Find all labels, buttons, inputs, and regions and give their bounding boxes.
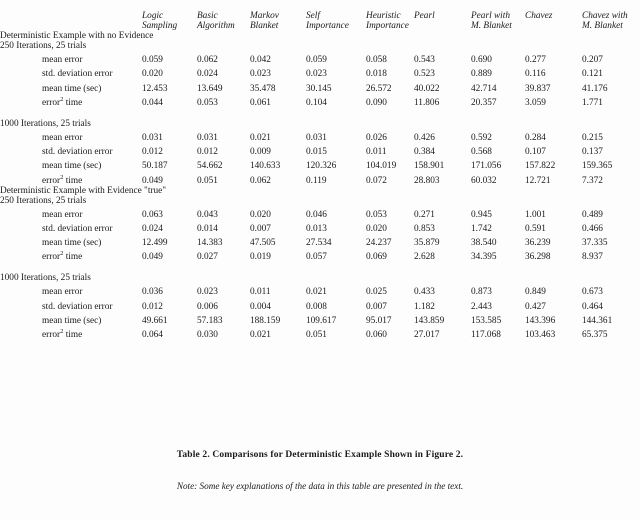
cell-value: 0.015 xyxy=(306,147,327,158)
cell-value: 0.023 xyxy=(197,287,218,298)
cell-value: 28.803 xyxy=(414,175,440,186)
column-header-line1: Chavez with xyxy=(582,11,628,21)
cell-value: 0.489 xyxy=(582,209,603,220)
cell-value: 0.018 xyxy=(366,69,387,80)
cell-value: 0.012 xyxy=(142,147,163,158)
cell-value: 0.053 xyxy=(366,209,387,220)
cell-value: 0.384 xyxy=(414,147,435,158)
cell-value: 0.069 xyxy=(366,252,387,263)
column-header-line1: Heuristic xyxy=(366,11,401,21)
cell-value: 0.568 xyxy=(471,147,492,158)
column-header-1 xyxy=(142,11,197,31)
cell-value: 36.239 xyxy=(525,238,551,249)
cell-value: 0.051 xyxy=(306,330,327,340)
cell-value: 0.011 xyxy=(366,147,387,158)
column-header-9 xyxy=(582,11,640,31)
cell-value: 0.021 xyxy=(306,287,327,298)
table-row xyxy=(0,312,640,326)
cell-value: 24.237 xyxy=(366,238,392,249)
cell-value: 0.591 xyxy=(525,223,546,234)
cell-value: 0.021 xyxy=(250,330,271,340)
cell-value: 158.901 xyxy=(414,161,445,172)
cell-value: 171.056 xyxy=(471,161,502,172)
cell-value: 0.063 xyxy=(142,209,163,220)
cell-value: 0.004 xyxy=(250,301,271,312)
cell-value: 0.058 xyxy=(366,55,387,66)
cell-value: 0.271 xyxy=(414,209,435,220)
row-label-mean_time: mean time (sec) xyxy=(42,83,102,94)
note-text: Some key explanations of the data in this table are presented in the text. xyxy=(197,481,464,491)
superscript-two: 2 xyxy=(60,250,64,258)
cell-value: 0.427 xyxy=(525,301,546,312)
subsection-title: 250 Iterations, 25 trials xyxy=(0,41,87,51)
cell-value: 0.036 xyxy=(142,287,163,298)
cell-value: 0.277 xyxy=(525,55,546,66)
column-header-line1: Markov xyxy=(250,11,279,21)
cell-value: 8.937 xyxy=(582,252,603,263)
row-label-error_sq_time xyxy=(0,248,142,262)
column-header-8 xyxy=(525,11,582,31)
note-label: Note: xyxy=(176,481,198,491)
cell-value: 54.662 xyxy=(197,161,223,172)
row-label-mean_time: mean time (sec) xyxy=(42,238,102,249)
superscript-two: 2 xyxy=(60,95,64,103)
cell-value: 1.742 xyxy=(471,223,492,234)
row-label-prefix: error xyxy=(42,252,61,263)
cell-value: 144.361 xyxy=(582,315,613,326)
table-row xyxy=(0,171,640,185)
superscript-two: 2 xyxy=(60,173,64,181)
cell-value: 0.023 xyxy=(250,69,271,80)
cell-value: 0.014 xyxy=(197,223,218,234)
row-label-error_sq_time xyxy=(0,171,142,185)
cell-value: 27.017 xyxy=(414,330,440,340)
table-note xyxy=(0,481,640,491)
subsection-gap xyxy=(0,108,640,119)
column-header-6 xyxy=(414,11,471,31)
cell-value: 11.806 xyxy=(414,97,440,108)
cell-value: 0.873 xyxy=(471,287,492,298)
cell-value: 0.064 xyxy=(142,330,163,340)
table-row xyxy=(0,206,640,220)
cell-value: 143.396 xyxy=(525,315,556,326)
cell-value: 0.119 xyxy=(306,175,327,186)
column-header-line2: M. Blanket xyxy=(471,21,512,31)
cell-value: 0.051 xyxy=(197,175,218,186)
section-title-row xyxy=(0,31,640,41)
cell-value: 0.019 xyxy=(250,252,271,263)
table-row xyxy=(0,79,640,93)
column-header-4 xyxy=(306,11,366,31)
section-title-row xyxy=(0,186,640,196)
table-row xyxy=(0,157,640,171)
cell-value: 0.466 xyxy=(582,223,603,234)
superscript-two: 2 xyxy=(60,327,64,335)
cell-value: 49.661 xyxy=(142,315,168,326)
column-header-line2: Blanket xyxy=(250,21,279,31)
cell-value: 104.019 xyxy=(366,161,397,172)
table-row xyxy=(0,326,640,340)
cell-value: 0.072 xyxy=(366,175,387,186)
table-row xyxy=(0,220,640,234)
cell-value: 36.298 xyxy=(525,252,551,263)
cell-value: 39.837 xyxy=(525,83,551,94)
cell-value: 0.061 xyxy=(250,97,271,108)
cell-value: 0.426 xyxy=(414,132,435,143)
section-title: Deterministic Example with no Evidence xyxy=(0,31,154,41)
table-header-row xyxy=(0,11,640,31)
cell-value: 30.145 xyxy=(306,83,332,94)
cell-value: 50.187 xyxy=(142,161,168,172)
column-header-line1: Chavez xyxy=(525,11,553,21)
cell-value: 0.008 xyxy=(306,301,327,312)
cell-value: 0.031 xyxy=(306,132,327,143)
cell-value: 0.690 xyxy=(471,55,492,66)
table-row xyxy=(0,283,640,297)
table-row xyxy=(0,248,640,262)
cell-value: 0.046 xyxy=(306,209,327,220)
column-header-line1: Pearl with xyxy=(471,11,510,21)
cell-value: 0.059 xyxy=(306,55,327,66)
cell-value: 0.025 xyxy=(366,287,387,298)
cell-value: 0.137 xyxy=(582,147,603,158)
cell-value: 0.284 xyxy=(525,132,546,143)
cell-value: 0.057 xyxy=(306,252,327,263)
row-label-std_deviation_error: std. deviation error xyxy=(42,69,113,80)
cell-value: 0.007 xyxy=(366,301,387,312)
row-label-mean_error: mean error xyxy=(42,209,83,220)
cell-value: 0.592 xyxy=(471,132,492,143)
column-header-line1: Self xyxy=(306,11,320,21)
cell-value: 0.006 xyxy=(197,301,218,312)
cell-value: 117.068 xyxy=(471,330,501,340)
cell-value: 40.022 xyxy=(414,83,440,94)
cell-value: 0.044 xyxy=(142,97,163,108)
cell-value: 0.433 xyxy=(414,287,435,298)
cell-value: 0.059 xyxy=(142,55,163,66)
cell-value: 0.021 xyxy=(250,132,271,143)
cell-value: 0.012 xyxy=(142,301,163,312)
cell-value: 0.945 xyxy=(471,209,492,220)
header-corner-cell xyxy=(0,11,142,31)
cell-value: 0.007 xyxy=(250,223,271,234)
cell-value: 0.215 xyxy=(582,132,603,143)
row-label-mean_time: mean time (sec) xyxy=(42,315,102,326)
cell-value: 0.020 xyxy=(250,209,271,220)
table-caption: Table 2. Comparisons for Deterministic Example Shown in Figure 2. xyxy=(176,450,464,460)
cell-value: 57.183 xyxy=(197,315,223,326)
cell-value: 34.395 xyxy=(471,252,497,263)
subsection-title: 1000 Iterations, 25 trials xyxy=(0,273,91,284)
cell-value: 0.042 xyxy=(250,55,271,66)
cell-value: 0.009 xyxy=(250,147,271,158)
cell-value: 0.012 xyxy=(197,147,218,158)
cell-value: 0.024 xyxy=(142,223,163,234)
cell-value: 157.822 xyxy=(525,161,556,172)
cell-value: 0.026 xyxy=(366,132,387,143)
row-label-prefix: error xyxy=(42,330,61,340)
subsection-title-row xyxy=(0,41,640,51)
header-top-spacer xyxy=(0,0,640,11)
cell-value: 47.505 xyxy=(250,238,276,249)
cell-value: 20.357 xyxy=(471,97,497,108)
row-label-std_deviation_error: std. deviation error xyxy=(42,223,113,234)
subsection-title-row xyxy=(0,273,640,283)
cell-value: 188.159 xyxy=(250,315,281,326)
cell-value: 26.572 xyxy=(366,83,392,94)
cell-value: 41.176 xyxy=(582,83,608,94)
cell-value: 65.375 xyxy=(582,330,608,340)
cell-value: 0.673 xyxy=(582,287,603,298)
cell-value: 42.714 xyxy=(471,83,497,94)
cell-value: 0.023 xyxy=(306,69,327,80)
row-label-suffix: time xyxy=(63,175,83,186)
cell-value: 14.383 xyxy=(197,238,223,249)
cell-value: 103.463 xyxy=(525,330,556,340)
column-header-line2 xyxy=(414,21,471,31)
row-label-prefix: error xyxy=(42,97,61,108)
section-title: Deterministic Example with Evidence "true" xyxy=(0,185,167,196)
table-row xyxy=(0,234,640,248)
cell-value: 0.116 xyxy=(525,69,546,80)
cell-value: 12.721 xyxy=(525,175,551,186)
cell-value: 0.543 xyxy=(414,55,435,66)
column-header-line2: M. Blanket xyxy=(582,21,623,31)
cell-value: 0.849 xyxy=(525,287,546,298)
column-header-line2: Importance xyxy=(306,21,349,31)
row-label-mean_error: mean error xyxy=(42,132,83,143)
cell-value: 143.859 xyxy=(414,315,445,326)
cell-value: 0.062 xyxy=(197,55,218,66)
column-header-line1: Basic xyxy=(197,11,218,21)
cell-value: 3.059 xyxy=(525,97,546,108)
column-header-7 xyxy=(471,11,525,31)
table-row xyxy=(0,94,640,108)
column-header-line1: Logic xyxy=(142,11,164,21)
row-label-prefix: error xyxy=(42,175,61,186)
cell-value: 0.464 xyxy=(582,301,603,312)
cell-value: 0.024 xyxy=(197,69,218,80)
cell-value: 95.017 xyxy=(366,315,392,326)
column-header-line2: Importance xyxy=(366,21,409,31)
cell-value: 0.060 xyxy=(366,330,387,340)
row-label-suffix: time xyxy=(63,97,83,108)
cell-value: 120.326 xyxy=(306,161,337,172)
cell-value: 0.031 xyxy=(142,132,163,143)
row-label-mean_error: mean error xyxy=(42,55,83,66)
cell-value: 0.031 xyxy=(197,132,218,143)
row-label-mean_error: mean error xyxy=(42,287,83,298)
table-row xyxy=(0,143,640,157)
row-label-error_sq_time xyxy=(0,94,142,108)
cell-value: 35.879 xyxy=(414,238,440,249)
cell-value: 1.001 xyxy=(525,209,546,220)
cell-value: 0.062 xyxy=(250,175,271,186)
cell-value: 0.013 xyxy=(306,223,327,234)
cell-value: 35.478 xyxy=(250,83,276,94)
cell-value: 0.030 xyxy=(197,330,218,340)
cell-value: 140.633 xyxy=(250,161,281,172)
cell-value: 38.540 xyxy=(471,238,497,249)
cell-value: 0.053 xyxy=(197,97,218,108)
table-row xyxy=(0,129,640,143)
cell-value: 0.207 xyxy=(582,55,603,66)
subsection-title-row xyxy=(0,119,640,129)
cell-value: 0.107 xyxy=(525,147,546,158)
row-label-error_sq_time xyxy=(0,326,142,340)
cell-value: 0.104 xyxy=(306,97,327,108)
cell-value: 60.032 xyxy=(471,175,497,186)
column-header-line2: Algorithm xyxy=(197,21,235,31)
cell-value: 0.121 xyxy=(582,69,603,80)
cell-value: 7.372 xyxy=(582,175,603,186)
cell-value: 159.365 xyxy=(582,161,613,172)
cell-value: 12.499 xyxy=(142,238,168,249)
subsection-gap xyxy=(0,262,640,273)
table-row xyxy=(0,51,640,65)
subsection-title: 1000 Iterations, 25 trials xyxy=(0,118,91,129)
cell-value: 1.182 xyxy=(414,301,435,312)
cell-value: 153.585 xyxy=(471,315,502,326)
column-header-3 xyxy=(250,11,306,31)
cell-value: 0.523 xyxy=(414,69,435,80)
cell-value: 0.049 xyxy=(142,252,163,263)
cell-value: 0.090 xyxy=(366,97,387,108)
cell-value: 0.020 xyxy=(366,223,387,234)
table-row xyxy=(0,65,640,79)
row-label-std_deviation_error: std. deviation error xyxy=(42,147,113,158)
cell-value: 0.043 xyxy=(197,209,218,220)
column-header-line1: Pearl xyxy=(414,11,435,21)
column-header-5 xyxy=(366,11,414,31)
cell-value: 0.853 xyxy=(414,223,435,234)
subsection-title-row xyxy=(0,196,640,206)
column-header-line2 xyxy=(525,21,582,31)
cell-value: 2.628 xyxy=(414,252,435,263)
row-label-mean_time: mean time (sec) xyxy=(42,161,102,172)
cell-value: 27.534 xyxy=(306,238,332,249)
cell-value: 0.889 xyxy=(471,69,492,80)
cell-value: 13.649 xyxy=(197,83,223,94)
cell-value: 0.027 xyxy=(197,252,218,263)
row-label-suffix: time xyxy=(63,252,83,263)
cell-value: 0.020 xyxy=(142,69,163,80)
column-header-2 xyxy=(197,11,250,31)
subsection-title: 250 Iterations, 25 trials xyxy=(0,195,87,206)
cell-value: 109.617 xyxy=(306,315,337,326)
cell-value: 12.453 xyxy=(142,83,168,94)
cell-value: 0.011 xyxy=(250,287,271,298)
cell-value: 0.049 xyxy=(142,175,163,186)
cell-value: 37.335 xyxy=(582,238,608,249)
cell-value: 1.771 xyxy=(582,97,603,108)
row-label-std_deviation_error: std. deviation error xyxy=(42,301,113,312)
cell-value: 2.443 xyxy=(471,301,492,312)
column-header-line2: Sampling xyxy=(142,21,178,31)
row-label-suffix: time xyxy=(63,330,83,340)
table-row xyxy=(0,297,640,311)
